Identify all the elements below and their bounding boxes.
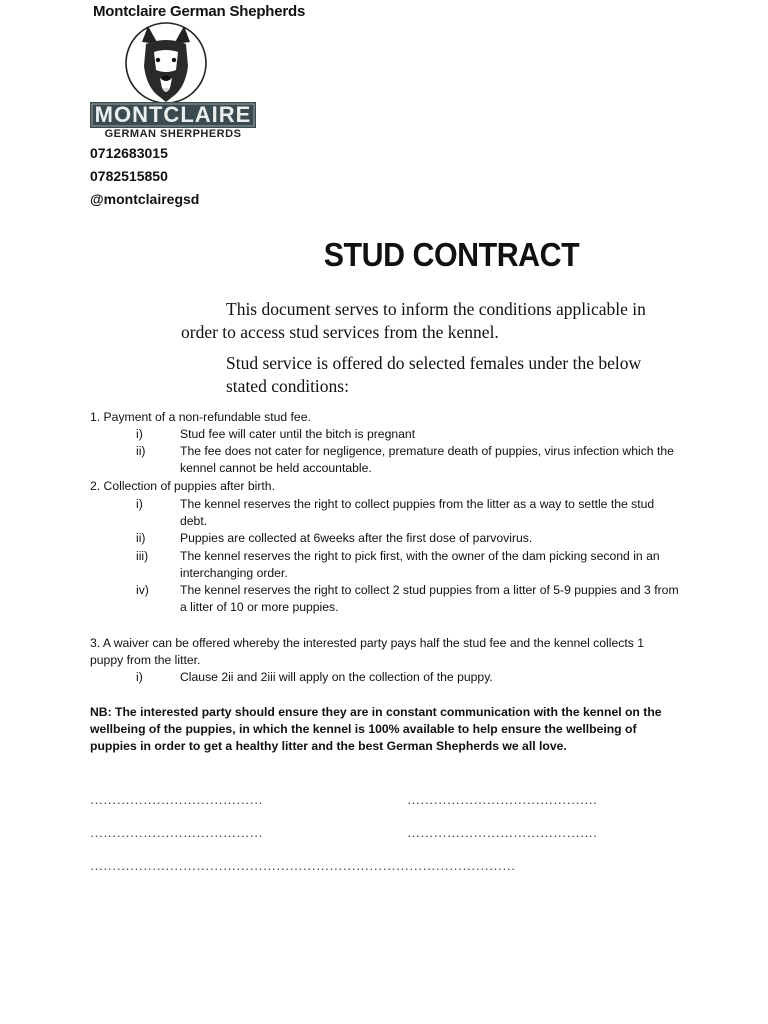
- clause-2-item-2-text: Puppies are collected at 6weeks after the first dose of parvovirus.: [180, 531, 533, 545]
- clause-2-item-2-num: ii): [136, 531, 146, 545]
- clause-3-item-1-num: i): [136, 670, 143, 684]
- social-handle: @montclairegsd: [90, 191, 200, 207]
- signature-line-left-2: …………………………………: [90, 825, 263, 840]
- intro-paragraph-1: [181, 298, 681, 344]
- clause-3-heading: 3. A waiver can be offered whereby the interested party pays half the stud fee and the kennel collects 1 puppy from the litter.: [90, 636, 644, 668]
- clause-2-item-3-num: iii): [136, 549, 149, 563]
- phone-number-2: 0782515850: [90, 168, 168, 184]
- montclaire-logo: [90, 22, 258, 144]
- signature-line-right-2: …………………………………….: [407, 825, 597, 840]
- clause-1-heading: 1. Payment of a non-refundable stud fee.: [90, 410, 311, 424]
- clause-1-item-2-text: The fee does not cater for negligence, premature death of puppies, virus infection which the kennel cannot be held accountable.: [180, 444, 674, 476]
- clause-1-item-1-num: i): [136, 427, 143, 441]
- clause-2-item-3-text: The kennel reserves the right to pick first, with the owner of the dam picking second in an interchanging order.: [180, 549, 660, 581]
- signature-line-full: ……………………………………………………………………………………: [90, 858, 516, 873]
- clause-2-item-1-num: i): [136, 497, 143, 511]
- document-title: STUD CONTRACT: [323, 236, 580, 273]
- phone-number-1: 0712683015: [90, 145, 168, 161]
- intro-text-1: This document serves to inform the conditions applicable in order to access stud services from the kennel.: [181, 299, 646, 342]
- logo-wordmark: MONTCLAIRE: [94, 102, 252, 127]
- clause-1-item-1-text: Stud fee will cater until the bitch is pregnant: [180, 427, 416, 441]
- signature-line-left-1: …………………………………: [90, 792, 263, 807]
- clause-3-item-1-text: Clause 2ii and 2iii will apply on the collection of the puppy.: [180, 670, 493, 684]
- clause-2-heading: 2. Collection of puppies after birth.: [90, 479, 275, 493]
- intro-paragraph-2: Stud service is offered do selected females under the below stated conditions:: [226, 353, 642, 396]
- clause-2-item-1-text: The kennel reserves the right to collect puppies from the litter as a way to settle the stud debt.: [180, 497, 655, 529]
- nb-note: NB: The interested party should ensure they are in constant communication with the kennel on the wellbeing of the puppies, in which the kennel is 100% available to help ensure the wellbeing of puppies in order to get a healthy litter and the best German Shepherds we all love.: [90, 705, 662, 754]
- company-name: Montclaire German Shepherds: [93, 3, 306, 20]
- clause-2-item-4-text: The kennel reserves the right to collect 2 stud puppies from a litter of 5-9 puppies and 3 from a litter of 10 or more puppies.: [180, 583, 679, 615]
- clause-2-item-4-num: iv): [136, 583, 149, 597]
- clause-1-item-2-num: ii): [136, 444, 146, 458]
- signature-line-right-1: …………………………………….: [407, 792, 597, 807]
- logo-subtitle: GERMAN SHERPHERDS: [104, 128, 242, 140]
